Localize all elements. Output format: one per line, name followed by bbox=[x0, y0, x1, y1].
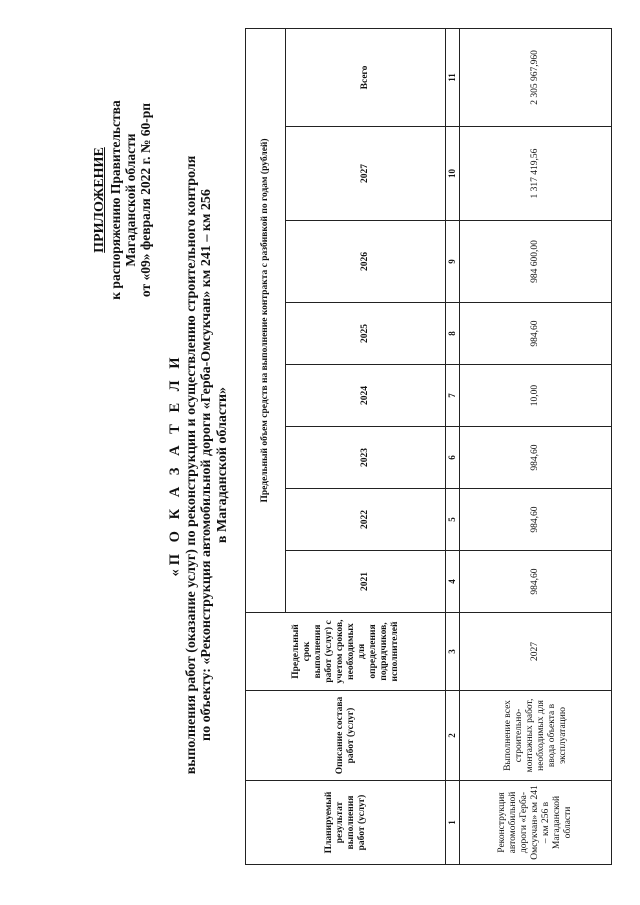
header-row bbox=[246, 28, 286, 864]
column-number: 6 bbox=[446, 427, 460, 489]
year-total-cell: Всего bbox=[286, 28, 446, 126]
header-result: Планируемый результат выполнения работ (услуг) bbox=[246, 781, 446, 865]
heading-line-3: в Магаданской области» bbox=[214, 386, 230, 544]
row-value: 984,60 bbox=[460, 427, 612, 489]
column-number: 10 bbox=[446, 127, 460, 221]
table-row bbox=[460, 28, 612, 864]
row-deadline: 2027 bbox=[460, 613, 612, 691]
column-number: 8 bbox=[446, 303, 460, 365]
header-deadline: Предельный срок выполнения работ (услуг) с учетом сроков, необходимых для определения подрядчиков, исполнителей bbox=[246, 613, 446, 691]
year-cell: 2023 bbox=[286, 427, 446, 489]
row-result: Реконструкция автомобильной дороги «Герба-Омсукчан» км 241 – км 256 в Магаданской области bbox=[460, 781, 612, 865]
column-number: 4 bbox=[446, 551, 460, 613]
heading-line-2: по объекту: «Реконструкция автомобильной дороги «Герба-Омсукчан» км 241 – км 256 bbox=[199, 189, 214, 741]
year-cell: 2025 bbox=[286, 303, 446, 365]
column-number-row bbox=[446, 28, 460, 864]
indicators-table bbox=[245, 28, 612, 865]
document-heading bbox=[168, 85, 230, 845]
column-number: 2 bbox=[446, 691, 460, 781]
year-cell: 2022 bbox=[286, 489, 446, 551]
column-number: 7 bbox=[446, 365, 460, 427]
heading-main: «П О К А З А Т Е Л И bbox=[167, 353, 183, 577]
column-number: 9 bbox=[446, 221, 460, 303]
column-number: 5 bbox=[446, 489, 460, 551]
row-value: 984 600,00 bbox=[460, 221, 612, 303]
year-cell: 2026 bbox=[286, 221, 446, 303]
appendix-line-1: к распоряжению Правительства bbox=[108, 100, 123, 300]
row-total: 2 305 967,960 bbox=[460, 28, 612, 126]
appendix-block bbox=[92, 70, 153, 330]
year-cell: 2027 bbox=[286, 127, 446, 221]
heading-line-1: выполнения работ (оказание услуг) по реконструкции и осуществлению строительного контроля bbox=[183, 155, 199, 775]
header-description: Описание состава работ (услуг) bbox=[246, 691, 446, 781]
row-value: 984,60 bbox=[460, 551, 612, 613]
year-cell: 2021 bbox=[286, 551, 446, 613]
row-value: 1 317 419,56 bbox=[460, 127, 612, 221]
row-description: Выполнение всех строительно-монтажных работ, необходимых для ввода объекта в эксплуатацию bbox=[460, 691, 612, 781]
row-value: 984,60 bbox=[460, 303, 612, 365]
header-funding: Предельный объем средств на выполнение контракта с разбивкой по годам (рублей) bbox=[246, 28, 286, 612]
column-number: 1 bbox=[446, 781, 460, 865]
column-number: 11 bbox=[446, 28, 460, 126]
row-value: 10,00 bbox=[460, 365, 612, 427]
appendix-title: ПРИЛОЖЕНИЕ bbox=[92, 147, 107, 253]
column-number: 3 bbox=[446, 613, 460, 691]
row-value: 984,60 bbox=[460, 489, 612, 551]
year-cell: 2024 bbox=[286, 365, 446, 427]
appendix-line-3: от «09» февраля 2022 г. № 60-рп bbox=[138, 102, 153, 298]
appendix-line-2: Магаданской области bbox=[123, 133, 138, 267]
